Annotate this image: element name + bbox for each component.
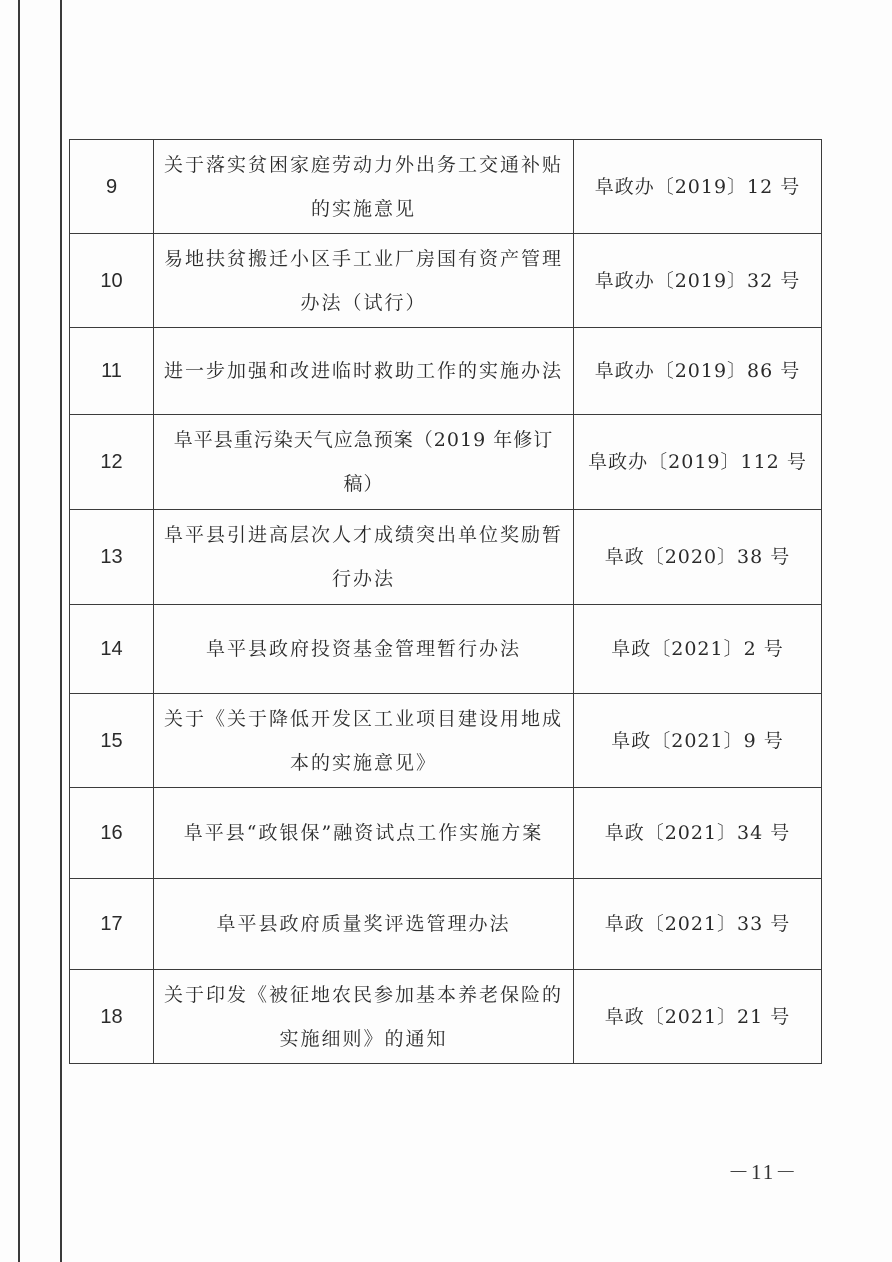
table-row: [70, 234, 822, 328]
table-row: [70, 328, 822, 415]
title-line: 关于落实贫困家庭劳动力外出务工交通补贴: [163, 153, 563, 176]
table-row: [70, 970, 822, 1064]
document-number: 阜政〔2020〕38 号: [574, 510, 822, 605]
table-row: [70, 510, 822, 605]
binding-line-outer: [18, 0, 20, 1262]
title-line: 阜平县引进高层次人才成绩突出单位奖励暂: [163, 524, 563, 546]
title-line: 本的实施意见》: [289, 751, 437, 774]
row-number: 15: [70, 694, 154, 788]
row-number: 10: [70, 234, 154, 328]
title-line: 关于印发《被征地农民参加基本养老保险的: [163, 983, 563, 1006]
title-line: 办法（试行）: [300, 291, 427, 314]
document-list-table: [69, 139, 822, 1064]
row-number: 11: [70, 328, 154, 415]
document-title: [154, 694, 574, 788]
document-number: 阜政办〔2019〕12 号: [574, 140, 822, 234]
table-row: [70, 788, 822, 879]
document-title: [154, 328, 574, 415]
document-title: [154, 970, 574, 1064]
title-line: 阜平县政府质量奖评选管理办法: [216, 913, 511, 935]
title-line: 进一步加强和改进临时救助工作的实施办法: [163, 360, 563, 382]
row-number: 9: [70, 140, 154, 234]
document-title: [154, 415, 574, 510]
document-number: 阜政〔2021〕21 号: [574, 970, 822, 1064]
title-line: 行办法: [331, 568, 395, 590]
title-line: 实施细则》的通知: [279, 1027, 448, 1050]
document-title: [154, 788, 574, 879]
title-line: 阜平县“政银保”融资试点工作实施方案: [183, 822, 544, 844]
binding-line-inner: [60, 0, 62, 1262]
document-number: 阜政办〔2019〕86 号: [574, 328, 822, 415]
document-number: 阜政〔2021〕2 号: [574, 605, 822, 694]
title-line: 关于《关于降低开发区工业项目建设用地成: [163, 707, 563, 730]
document-title: [154, 879, 574, 970]
table-row: [70, 605, 822, 694]
document-number: 阜政办〔2019〕112 号: [574, 415, 822, 510]
document-number: 阜政〔2021〕33 号: [574, 879, 822, 970]
table-row: [70, 415, 822, 510]
title-line: 阜平县重污染天气应急预案（2019 年修订稿）: [173, 429, 554, 495]
document-number: 阜政〔2021〕34 号: [574, 788, 822, 879]
row-number: 17: [70, 879, 154, 970]
document-title: [154, 510, 574, 605]
table-row: [70, 140, 822, 234]
document-number: 阜政办〔2019〕32 号: [574, 234, 822, 328]
table-row: [70, 879, 822, 970]
title-line: 的实施意见: [310, 197, 416, 220]
row-number: 13: [70, 510, 154, 605]
title-line: 易地扶贫搬迁小区手工业厂房国有资产管理: [163, 247, 563, 270]
row-number: 14: [70, 605, 154, 694]
document-title: [154, 140, 574, 234]
row-number: 16: [70, 788, 154, 879]
page-number: －11－: [728, 1160, 799, 1184]
table-row: [70, 694, 822, 788]
title-line: 阜平县政府投资基金管理暂行办法: [205, 638, 521, 660]
document-number: 阜政〔2021〕9 号: [574, 694, 822, 788]
document-title: [154, 605, 574, 694]
document-title: [154, 234, 574, 328]
row-number: 12: [70, 415, 154, 510]
row-number: 18: [70, 970, 154, 1064]
